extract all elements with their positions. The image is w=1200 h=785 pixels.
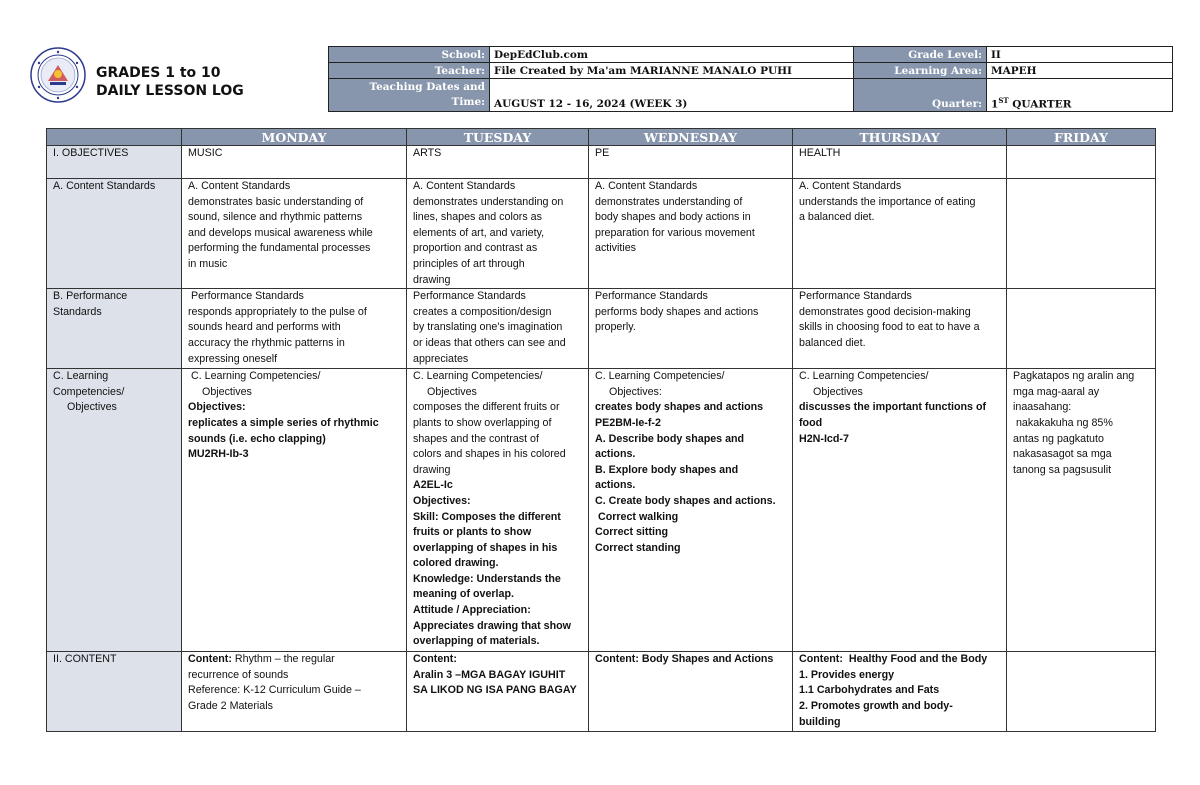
day-header-friday: FRIDAY (1007, 129, 1156, 146)
cell-line: a balanced diet. (799, 211, 875, 224)
cell-line: balanced diet. (799, 336, 866, 349)
cell-line: C. Learning Competencies/ (799, 370, 929, 383)
cell-line: sounds heard and performs with (188, 321, 341, 334)
cell-line: expressing oneself (188, 352, 278, 365)
learning-area-value: MAPEH (987, 63, 1173, 79)
objectives-monday: MUSIC (182, 146, 407, 179)
cell-line: Grade 2 Materials (188, 699, 273, 712)
teaching-dates-label-line1: Teaching Dates and (369, 81, 485, 93)
cell-line: Objectives: (188, 401, 246, 414)
performance-standards-friday (1007, 289, 1156, 369)
lesson-log-table (46, 128, 1156, 732)
cell-line: lines, shapes and colors as (413, 211, 542, 224)
cell-line: Performance Standards (799, 290, 912, 303)
cell-line: skills in choosing food to eat to have a (799, 321, 980, 334)
content-standards-tuesday (407, 179, 589, 289)
grade-level-value: II (987, 47, 1173, 63)
cell-line: Objectives (813, 385, 863, 398)
cell-line: meaning of overlap. (413, 588, 514, 601)
objectives-friday (1007, 146, 1156, 179)
content-monday (182, 652, 407, 732)
cell-line: drawing (413, 273, 451, 286)
table-row (47, 179, 1156, 289)
cell-line: building (799, 715, 841, 728)
row-label-line: C. Learning (53, 370, 109, 383)
teaching-dates-label (329, 79, 490, 112)
cell-line: by translating one's imagination (413, 321, 563, 334)
objectives-tuesday: ARTS (407, 146, 589, 179)
cell-line: A. Content Standards (413, 180, 516, 192)
cell-line: Performance Standards (413, 290, 526, 303)
performance-standards-thursday (793, 289, 1007, 369)
row-label-line: Objectives (67, 401, 117, 414)
content-standards-friday (1007, 179, 1156, 289)
content-tuesday (407, 652, 589, 732)
cell-line: actions. (595, 448, 636, 461)
cell-line: or ideas that others can see and (413, 336, 566, 349)
row-label-content-standards: A. Content Standards (47, 179, 182, 289)
performance-standards-tuesday (407, 289, 589, 369)
school-label: School: (329, 47, 490, 63)
cell-line: Content: Body Shapes and Actions (595, 653, 774, 666)
cell-line: principles of art through (413, 257, 525, 270)
quarter-label: Quarter: (854, 79, 987, 112)
row-label-learning-competencies (47, 369, 182, 652)
cell-line: sound, silence and rhythmic patterns (188, 211, 363, 224)
cell-line: Correct sitting (595, 526, 669, 539)
row-label-line: Competencies/ (53, 385, 125, 398)
row-label-performance-standards (47, 289, 182, 369)
cell-line: recurrence of sounds (188, 668, 289, 681)
cell-line: performing the fundamental processes (188, 242, 371, 255)
cell-line: fruits or plants to show (413, 526, 532, 539)
cell-line (188, 652, 400, 668)
cell-line: colored drawing. (413, 557, 499, 570)
cell-line: and develops musical awareness while (188, 226, 373, 239)
cell-line: responds appropriately to the pulse of (188, 305, 367, 318)
table-row (47, 369, 1156, 652)
day-header-thursday: THURSDAY (793, 129, 1007, 146)
cell-line: MU2RH-Ib-3 (188, 448, 249, 461)
cell-line: SA LIKOD NG ISA PANG BAGAY (413, 684, 577, 697)
learning-competencies-friday (1007, 369, 1156, 652)
corner-cell (47, 129, 182, 146)
content-friday (1007, 652, 1156, 732)
cell-line: A. Describe body shapes and (595, 432, 745, 445)
cell-line: 1. Provides energy (799, 668, 895, 681)
title-line-2: DAILY LESSON LOG (96, 83, 244, 99)
learning-competencies-wednesday (589, 369, 793, 652)
cell-line: drawing (413, 463, 451, 476)
cell-line: appreciates (413, 352, 469, 365)
cell-line: Aralin 3 –MGA BAGAY IGUHIT (413, 668, 566, 681)
learning-competencies-tuesday (407, 369, 589, 652)
learning-competencies-thursday (793, 369, 1007, 652)
teaching-dates-label-line2: Time: (451, 96, 485, 108)
table-row (47, 289, 1156, 369)
cell-line: H2N-Icd-7 (799, 432, 849, 445)
cell-line: inaasahang: (1013, 401, 1072, 414)
cell-line: demonstrates basic understanding of (188, 195, 364, 208)
cell-line: A2EL-Ic (413, 479, 453, 492)
cell-line: properly. (595, 321, 636, 334)
cell-line: C. Learning Competencies/ (188, 370, 321, 383)
cell-line: discusses the important functions of (799, 401, 987, 414)
cell-line: proportion and contrast as (413, 242, 538, 255)
quarter-value (987, 79, 1173, 112)
cell-line: A. Content Standards (799, 180, 902, 192)
cell-line: Correct standing (595, 541, 681, 554)
cell-line: C. Create body shapes and actions. (595, 494, 776, 507)
cell-line: B. Explore body shapes and (595, 463, 739, 476)
learning-area-label: Learning Area: (854, 63, 987, 79)
cell-line: Knowledge: Understands the (413, 572, 561, 585)
cell-line: elements of art, and variety, (413, 226, 545, 239)
performance-standards-monday (182, 289, 407, 369)
quarter-number: 1 (991, 98, 999, 110)
cell-line: nakakakuha ng 85% (1013, 416, 1113, 429)
objectives-wednesday: PE (589, 146, 793, 179)
cell-line: Objectives: (609, 385, 662, 398)
cell-line: Skill: Composes the different (413, 510, 561, 523)
deped-seal-icon (30, 47, 86, 103)
cell-line: demonstrates understanding on (413, 195, 564, 208)
teaching-dates-value: AUGUST 12 - 16, 2024 (WEEK 3) (490, 79, 854, 112)
cell-line: antas ng pagkatuto (1013, 432, 1104, 445)
content-standards-monday (182, 179, 407, 289)
performance-standards-wednesday (589, 289, 793, 369)
cell-line: PE2BM-Ie-f-2 (595, 416, 661, 429)
cell-line: demonstrates good decision-making (799, 305, 971, 318)
table-row (47, 652, 1156, 732)
row-label-line: Standards (53, 305, 102, 318)
cell-line: Reference: K-12 Curriculum Guide – (188, 684, 361, 697)
cell-line: A. Content Standards (595, 180, 698, 192)
title-line-1: GRADES 1 to 10 (96, 65, 221, 81)
cell-line: performs body shapes and actions (595, 305, 759, 318)
cell-line: shapes and the contrast of (413, 432, 539, 445)
school-value: DepEdClub.com (490, 47, 854, 63)
cell-line: Pagkatapos ng aralin ang (1013, 370, 1135, 383)
cell-line: food (799, 416, 823, 429)
cell-line: 2. Promotes growth and body- (799, 699, 953, 712)
cell-line: creates a composition/design (413, 305, 552, 318)
cell-line: demonstrates understanding of (595, 195, 743, 208)
cell-line: Appreciates drawing that show (413, 619, 571, 632)
cell-line: composes the different fruits or (413, 401, 560, 414)
teacher-value: File Created by Ma'am MARIANNE MANALO PUHI (490, 63, 854, 79)
row-label-line: B. Performance (53, 290, 128, 303)
cell-line: A. Content Standards (188, 180, 291, 192)
content-standards-thursday (793, 179, 1007, 289)
cell-line: replicates a simple series of rhythmic (188, 416, 379, 429)
cell-line: tanong sa pagsusulit (1013, 463, 1112, 476)
content-wednesday (589, 652, 793, 732)
cell-line: mga mag-aaral ay (1013, 385, 1100, 398)
cell-line: Performance Standards (188, 290, 304, 303)
cell-line: understands the importance of eating (799, 195, 976, 208)
row-label-objectives: I. OBJECTIVES (47, 146, 182, 179)
day-header-tuesday: TUESDAY (407, 129, 589, 146)
learning-competencies-monday (182, 369, 407, 652)
day-header-wednesday: WEDNESDAY (589, 129, 793, 146)
grade-level-label: Grade Level: (854, 47, 987, 63)
cell-line: overlapping of shapes in his (413, 541, 558, 554)
content-prefix: Content: (188, 653, 232, 666)
cell-line: sounds (i.e. echo clapping) (188, 432, 326, 445)
cell-line: plants to show overlapping of (413, 416, 552, 429)
cell-line: body shapes and body actions in (595, 211, 751, 224)
info-table (328, 46, 1173, 112)
cell-line: Objectives (427, 385, 477, 398)
quarter-superscript: ST (998, 95, 1009, 105)
cell-line: activities (595, 242, 636, 255)
cell-line: Objectives: (413, 494, 471, 507)
cell-line: 1.1 Carbohydrates and Fats (799, 684, 940, 697)
teacher-label: Teacher: (329, 63, 490, 79)
objectives-thursday: HEALTH (793, 146, 1007, 179)
cell-text: Rhythm – the regular (231, 653, 335, 666)
cell-line: Correct walking (595, 510, 679, 523)
table-row (47, 146, 1156, 179)
page-title (96, 64, 244, 100)
cell-line: accuracy the rhythmic patterns in (188, 336, 345, 349)
cell-line: Performance Standards (595, 290, 708, 303)
content-thursday (793, 652, 1007, 732)
content-standards-wednesday (589, 179, 793, 289)
row-label-content: II. CONTENT (47, 652, 182, 732)
cell-line: Objectives (202, 385, 252, 398)
day-header-monday: MONDAY (182, 129, 407, 146)
cell-line: C. Learning Competencies/ (595, 370, 725, 383)
quarter-text: QUARTER (1008, 98, 1072, 110)
cell-line: creates body shapes and actions (595, 401, 764, 414)
cell-line: in music (188, 257, 228, 270)
cell-line: colors and shapes in his colored (413, 448, 566, 461)
cell-line: Content: Healthy Food and the Body (799, 653, 988, 666)
cell-line: Attitude / Appreciation: (413, 604, 531, 617)
cell-line: overlapping of materials. (413, 635, 540, 648)
cell-line: nakasasagot sa mga (1013, 448, 1112, 461)
cell-line: preparation for various movement (595, 226, 755, 239)
cell-line: C. Learning Competencies/ (413, 370, 543, 383)
cell-line: Content: (413, 653, 457, 666)
cell-line: actions. (595, 479, 636, 492)
